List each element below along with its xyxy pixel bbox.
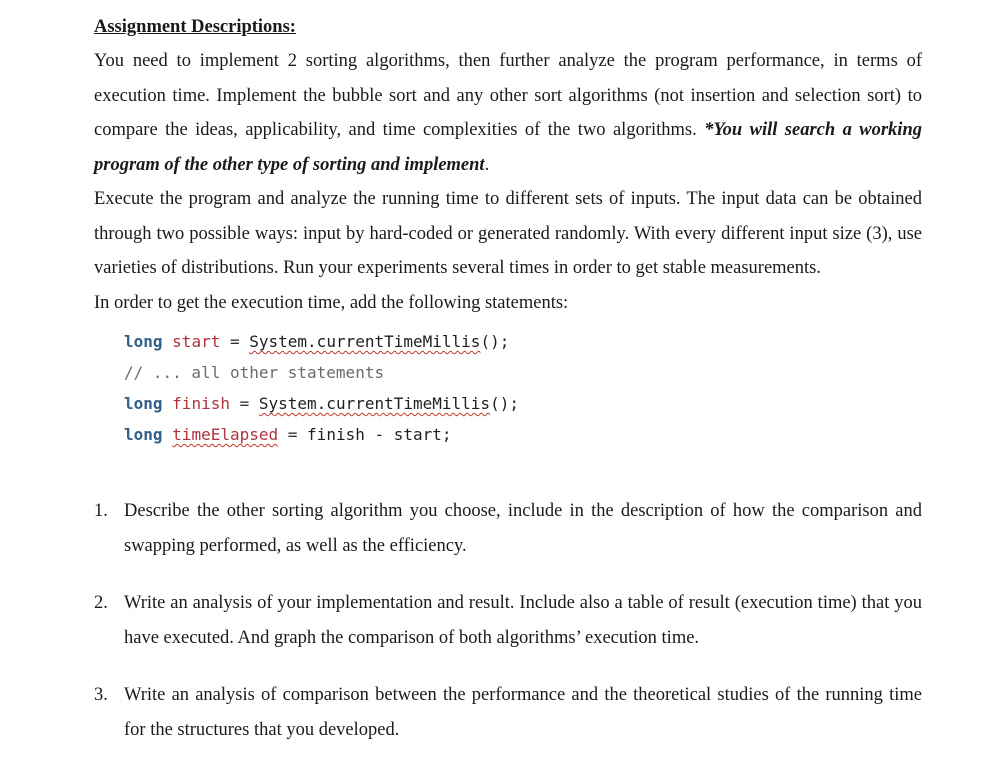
code-call: System.currentTimeMillis: [249, 332, 481, 351]
code-end: ();: [480, 332, 510, 351]
execute-paragraph: Execute the program and analyze the running time to different sets of inputs. The input data can be obtained through two possible ways: input by hard-coded or generated randomly. With every different input size (3), use varieties of distributions. Run your experiments several times in order to get stable measurements.: [94, 189, 922, 278]
list-item-text: Write an analysis of comparison between the performance and the theoretical studies of the running time for the structures that you developed.: [124, 685, 922, 740]
list-item-text: Write an analysis of your implementation and result. Include also a table of result (execution time) that you have executed. And graph the comparison of both algorithms’ execution time.: [124, 593, 922, 648]
code-snippet: [124, 326, 922, 450]
code-line-start: [124, 326, 922, 357]
list-item-text: Describe the other sorting algorithm you choose, include in the description of how the comparison and swapping performed, as well as the efficiency.: [124, 501, 922, 556]
intro-emphasis: *You will search a working program of the other type of sorting and implement: [94, 120, 922, 175]
code-expression: finish - start;: [307, 425, 452, 444]
code-line-finish: [124, 388, 922, 419]
code-variable: start: [172, 332, 221, 351]
code-line-elapsed: [124, 419, 922, 450]
page-title: Assignment Descriptions:: [94, 17, 296, 37]
code-comment: // ... all other statements: [124, 363, 385, 382]
list-item: [94, 678, 922, 748]
list-item: [94, 586, 922, 656]
list-item-number: 1.: [94, 501, 108, 521]
code-keyword: long: [124, 425, 163, 444]
list-item-number: 3.: [94, 685, 108, 705]
code-variable: finish: [172, 394, 230, 413]
code-operator: =: [278, 425, 308, 444]
code-line-comment: [124, 357, 922, 388]
intro-tail: .: [484, 154, 490, 175]
code-end: ();: [490, 394, 519, 413]
task-list: [94, 494, 922, 748]
list-item: [94, 494, 922, 564]
code-operator: =: [229, 394, 259, 413]
code-call: System.currentTimeMillis: [258, 394, 491, 413]
intro-text: You need to implement 2 sorting algorithms, then further analyze the program performance, in terms of execution time. Implement the bubble sort and any other sort algorithms (not insertion and selection sort) to compare the ideas, applicability, and time complexities of the two algorithms.: [94, 51, 922, 140]
execution-time-intro: In order to get the execution time, add the following statements:: [94, 292, 569, 313]
code-variable: timeElapsed: [172, 425, 279, 444]
code-keyword: long: [124, 332, 163, 351]
list-item-number: 2.: [94, 593, 108, 613]
assignment-document: [94, 14, 922, 748]
code-keyword: long: [124, 394, 163, 413]
code-operator: =: [220, 332, 250, 351]
intro-paragraph: [94, 44, 922, 182]
